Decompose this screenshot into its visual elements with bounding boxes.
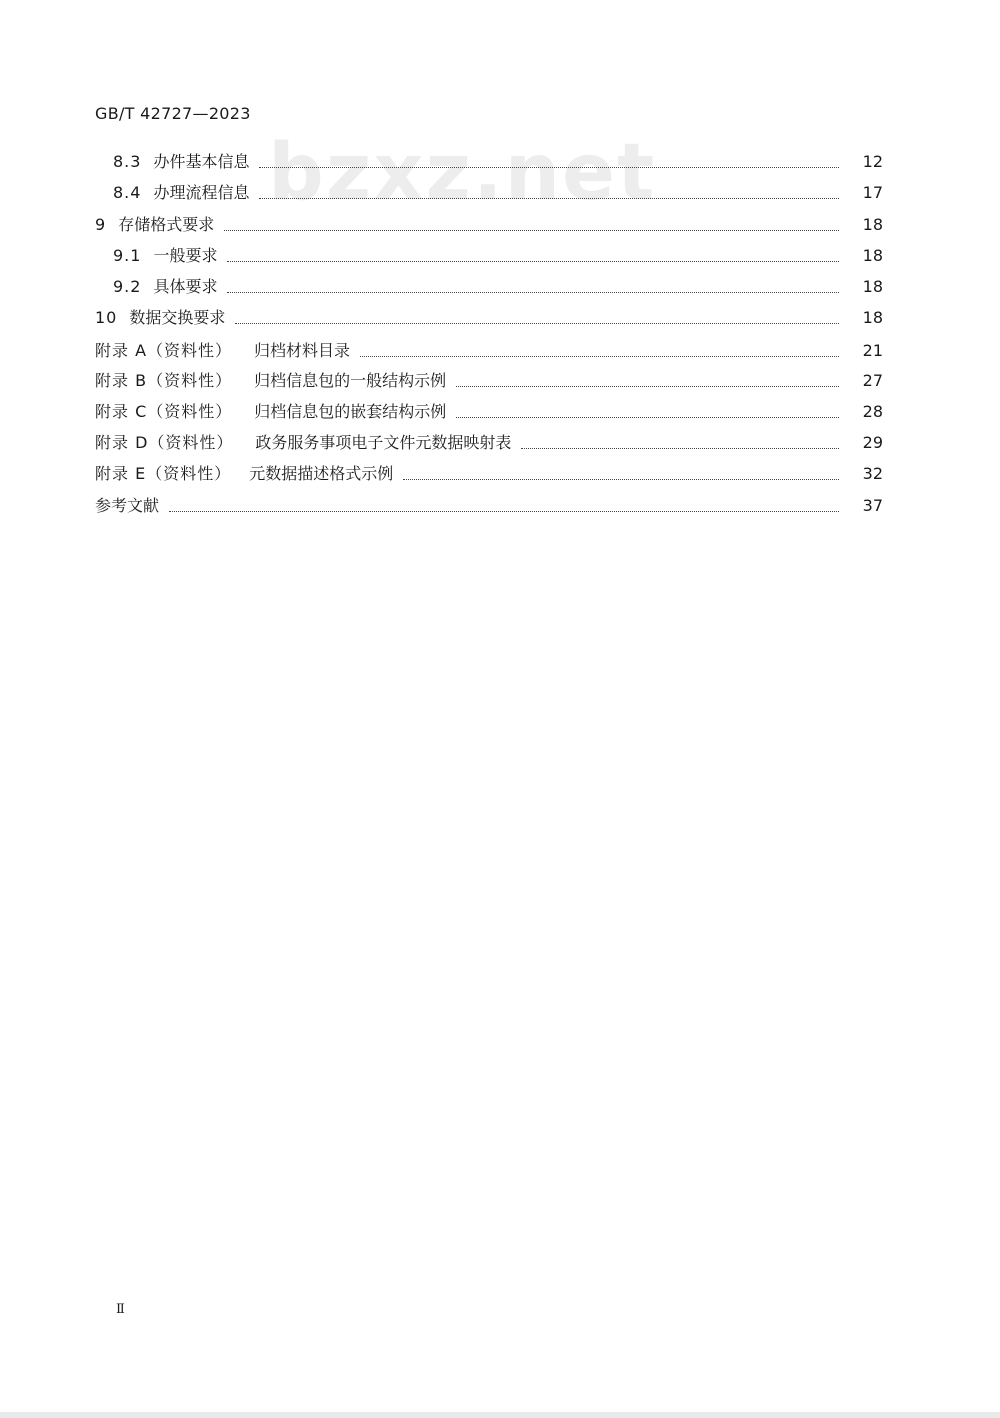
toc-entry-appendix-a[interactable] [95, 337, 883, 365]
toc-entry-references[interactable] [95, 492, 883, 520]
toc-entry-page: 18 [862, 246, 883, 265]
watermark: bzxz.net [268, 128, 657, 218]
toc-entry-title: 具体要求 [153, 277, 218, 296]
toc-entry-number: 9 [95, 215, 107, 234]
toc-leader-dots [227, 259, 839, 262]
toc-leader-dots [235, 321, 839, 324]
toc-leader-dots [403, 477, 839, 480]
toc-entry-page: 29 [862, 433, 883, 452]
toc-entry-appendix-e[interactable] [95, 460, 883, 488]
toc-entry-title: 存储格式要求 [118, 215, 215, 234]
toc-entry-title: 元数据描述格式示例 [249, 464, 394, 483]
toc-leader-dots [227, 290, 839, 293]
toc-entry-page: 37 [862, 496, 883, 515]
toc-entry-page: 18 [862, 277, 883, 296]
toc-entry-title: 政务服务事项电子文件元数据映射表 [255, 433, 512, 452]
toc-leader-dots [259, 165, 839, 168]
toc-entry-appendix-c[interactable] [95, 398, 883, 426]
toc-entry-number: 9.1 [113, 246, 142, 265]
toc-entry-title: 归档材料目录 [254, 341, 351, 360]
toc-leader-dots [456, 384, 839, 387]
toc-entry-number: 10 [95, 308, 118, 327]
toc-leader-dots [169, 509, 839, 512]
toc-entry-9[interactable] [95, 211, 883, 239]
toc-entry-page: 21 [862, 341, 883, 360]
toc-entry-appendix-d[interactable] [95, 429, 883, 457]
toc-entry-title: 归档信息包的一般结构示例 [254, 371, 447, 390]
toc-entry-title: 数据交换要求 [129, 308, 226, 327]
toc-entry-appendix-b[interactable] [95, 367, 883, 395]
toc-entry-page: 17 [862, 183, 883, 202]
toc-entry-page: 27 [862, 371, 883, 390]
toc-entry-number: 附录 D（资料性） [95, 433, 234, 452]
toc-entry-9-1[interactable] [113, 242, 883, 270]
toc-leader-dots [259, 196, 839, 199]
toc-entry-title: 参考文献 [95, 496, 160, 515]
toc-entry-number: 附录 C（资料性） [95, 402, 233, 421]
toc-entry-number: 9.2 [113, 277, 142, 296]
toc-entry-8-4[interactable] [113, 179, 883, 207]
toc-entry-title: 归档信息包的嵌套结构示例 [254, 402, 447, 421]
toc-entry-number: 附录 A（资料性） [95, 341, 233, 360]
document-code-header: GB/T 42727—2023 [95, 104, 251, 123]
toc-entry-title: 一般要求 [153, 246, 218, 265]
toc-leader-dots [456, 415, 839, 418]
toc-entry-9-2[interactable] [113, 273, 883, 301]
toc-leader-dots [521, 446, 839, 449]
toc-entry-number: 附录 B（资料性） [95, 371, 233, 390]
toc-leader-dots [224, 228, 839, 231]
page-bottom-edge [0, 1412, 1000, 1418]
toc-entry-number: 8.4 [113, 183, 142, 202]
toc-leader-dots [360, 354, 839, 357]
toc-entry-8-3[interactable] [113, 148, 883, 176]
toc-entry-page: 18 [862, 308, 883, 327]
toc-entry-number: 附录 E（资料性） [95, 464, 232, 483]
toc-entry-page: 32 [862, 464, 883, 483]
page-number: Ⅱ [116, 1302, 125, 1317]
toc-entry-title: 办理流程信息 [153, 183, 250, 202]
toc-entry-page: 12 [862, 152, 883, 171]
toc-entry-page: 28 [862, 402, 883, 421]
toc-entry-title: 办件基本信息 [153, 152, 250, 171]
toc-entry-page: 18 [862, 215, 883, 234]
toc-entry-10[interactable] [95, 304, 883, 332]
toc-entry-number: 8.3 [113, 152, 142, 171]
